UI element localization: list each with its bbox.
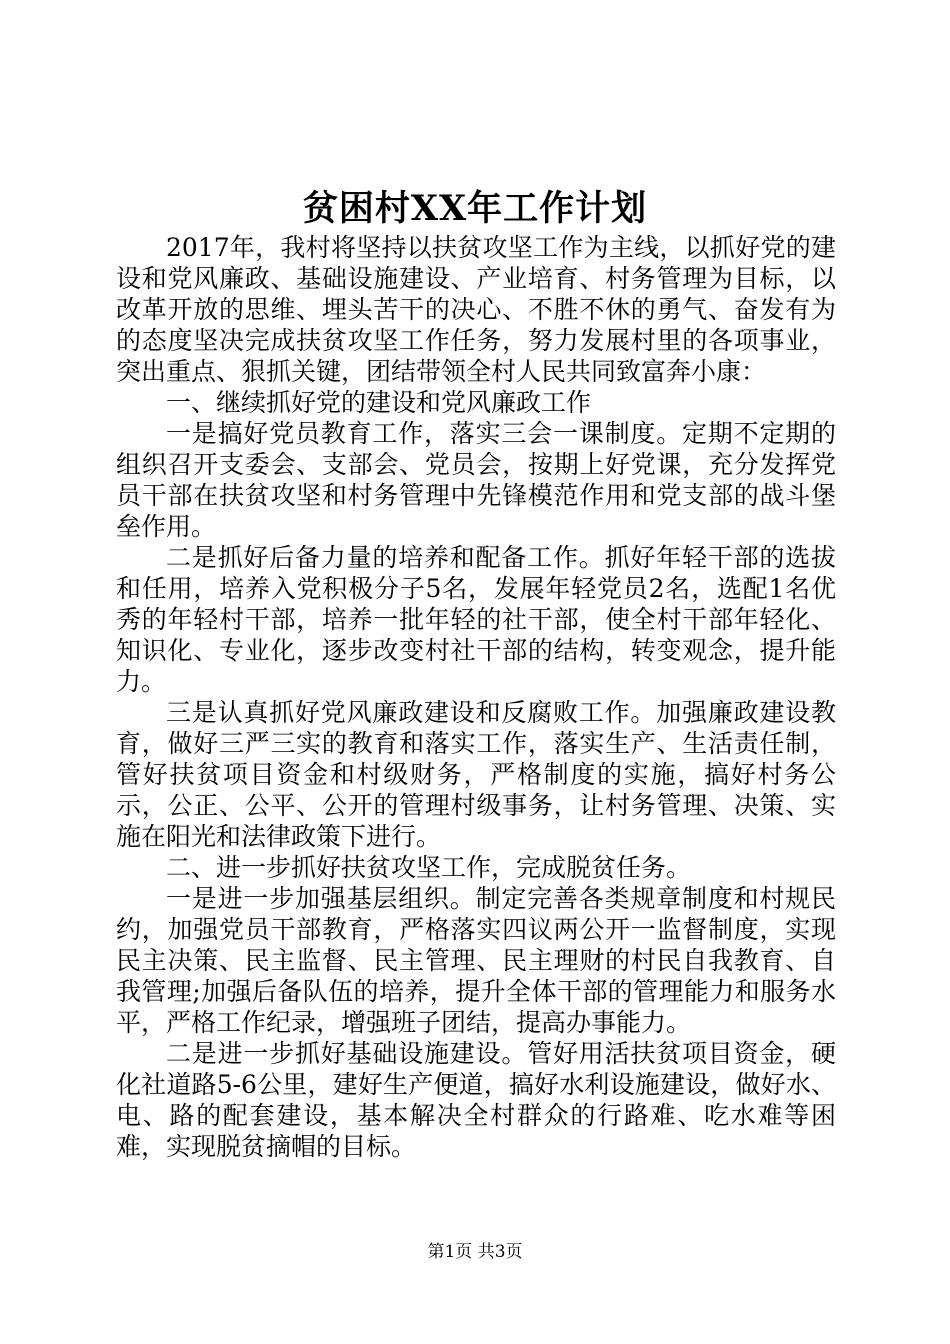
section-heading-1: 一、继续抓好党的建设和党风廉政工作 (166, 388, 592, 417)
paragraph-intro: 2017年，我村将坚持以扶贫攻坚工作为主线，以抓好党的建设和党风廉政、基础设施建设、产业培育、村务管理为目标，以改革开放的思维、埋头苦干的决心、不胜不休的勇气、奋发有为的态度坚决完成扶贫攻坚工作任务，努力发展村里的各项事业，突出重点、狠抓关键，团结带领全村人民共同致富奔小康： (116, 233, 836, 386)
paragraph-reserve-cadres: 二是抓好后备力量的培养和配备工作。抓好年轻干部的选拔和任用，培养入党积极分子5名，发展年轻党员2名，选配1名优秀的年轻村干部，培养一批年轻的社干部，使全村干部年轻化、知识化、专业化，逐步改变村社干部的结构，转变观念，提升能力。 (116, 543, 836, 696)
paragraph-anti-corruption: 三是认真抓好党风廉政建设和反腐败工作。加强廉政建设教育，做好三严三实的教育和落实工作，落实生产、生活责任制，管好扶贫项目资金和村级财务，严格制度的实施，搞好村务公示，公正、公平、公开的管理村级事务，让村务管理、决策、实施在阳光和法律政策下进行。 (116, 698, 836, 851)
page-indicator: 第1页 共3页 (427, 1242, 523, 1262)
paragraph-party-education: 一是搞好党员教育工作，落实三会一课制度。定期不定期的组织召开支委会、支部会、党员会，按期上好党课，充分发挥党员干部在扶贫攻坚和村务管理中先锋模范作用和党支部的战斗堡垒作用。 (116, 419, 836, 541)
document-title: 贫困村XX年工作计划 (302, 188, 648, 229)
paragraph-infrastructure: 二是进一步抓好基础设施建设。管好用活扶贫项目资金，硬化社道路5-6公里，建好生产便道，搞好水利设施建设，做好水、电、路的配套建设，基本解决全村群众的行路难、吃水难等困难，实现脱贫摘帽的目标。 (116, 1039, 836, 1161)
section-heading-2: 二、进一步抓好扶贫攻坚工作，完成脱贫任务。 (166, 853, 692, 882)
paragraph-grassroots-organization: 一是进一步加强基层组织。制定完善各类规章制度和村规民约，加强党员干部教育，严格落实四议两公开一监督制度，实现民主决策、民主监督、民主管理、民主理财的村民自我教育、自我管理;加强后备队伍的培养，提升全体干部的管理能力和服务水平，严格工作纪录，增强班子团结，提高办事能力。 (116, 884, 836, 1037)
document-body (116, 232, 836, 1162)
